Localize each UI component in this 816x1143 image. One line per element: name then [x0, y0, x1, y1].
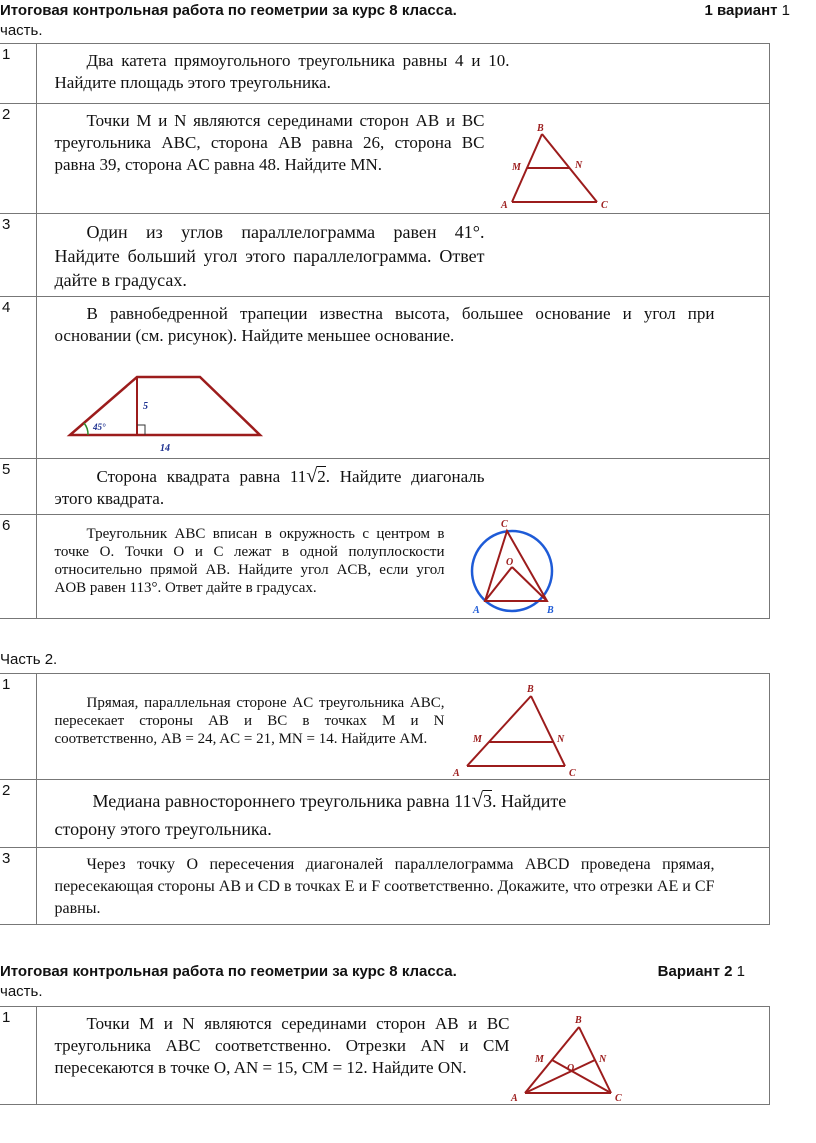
task-text: Точки M и N являются серединами сторон AB и BC треугольника ABC соответственно. Отрезки AN и CM пересекаются в точке O, AN = 15, CM = 12. Найдите ON.	[54, 1014, 510, 1077]
task-text: Два катета прямоугольного треугольника равны 4 и 10. Найдите площадь этого треугольника.	[54, 51, 510, 92]
label-a: A	[500, 200, 508, 211]
task-text: Точки M и N являются серединами сторон AB и BC треугольника ABC, сторона AB равна 26, сторона BC равна 39, сторона AC равна 48. Найдите MN.	[54, 111, 485, 174]
task-text: Один из углов параллелограмма равен 41°. Найдите больший угол этого параллелограмма. Ответ дайте в градусах.	[54, 222, 485, 290]
task-number: 5	[0, 459, 36, 515]
triangle-midline-figure	[497, 122, 617, 212]
task-row	[0, 515, 770, 619]
angle-arc	[84, 423, 88, 435]
task-row	[0, 44, 770, 104]
label-m: M	[472, 734, 482, 745]
task-row	[0, 780, 770, 848]
task-number: 4	[0, 297, 36, 459]
task-text: Медиана равностороннего треугольника равна 11√3. Найдите сторону этого треугольника.	[54, 788, 567, 839]
task-row	[0, 459, 770, 515]
circle	[472, 531, 552, 611]
task-number: 3	[0, 214, 36, 297]
label-height: 5	[142, 401, 148, 412]
part2-label: Часть 2.	[0, 651, 58, 668]
right-angle-mark	[137, 425, 145, 435]
label-base: 14	[159, 443, 170, 454]
label-a: A	[472, 605, 480, 616]
task-number: 3	[0, 848, 36, 925]
label-c: C	[614, 1093, 622, 1103]
side-bc	[531, 696, 565, 766]
task-text: Прямая, параллельная стороне AC треугольника ABC, пересекает стороны AB и BC в точках M и N соответственно, AB = 24, AC = 21, MN = 14. Найдите AM.	[54, 695, 445, 747]
variant1-subtitle: часть.	[0, 22, 43, 39]
variant1-label: 1 вариант 1	[704, 2, 790, 19]
label-b: B	[536, 123, 544, 134]
task-number: 2	[0, 780, 36, 848]
label-m: M	[511, 162, 521, 173]
task-number: 1	[0, 674, 36, 780]
label-n: N	[574, 160, 582, 171]
variant1-title: Итоговая контрольная работа по геометрии за курс 8 класса.	[0, 2, 457, 19]
variant2-subtitle: часть.	[0, 983, 43, 1000]
label-b: B	[526, 684, 534, 695]
inscribed-triangle-figure	[457, 519, 567, 619]
label-b: B	[574, 1015, 582, 1026]
task-row	[0, 104, 770, 214]
task-row	[0, 214, 770, 297]
task-text: В равнобедренной трапеции известна высота, большее основание и угол при основании (см. рисунок). Найдите меньшее основание.	[54, 304, 715, 345]
task-row	[0, 297, 770, 459]
task-row	[0, 1007, 770, 1105]
trapezoid-figure	[55, 367, 275, 459]
task-text: Треугольник ABC вписан в окружность с центром в точке O. Точки O и C лежат в одной полуплоскости относительно прямой AB. Найдите угол ACB, если угол AOB равен 113°. Ответ дайте в градусах.	[54, 526, 445, 596]
label-c: C	[600, 200, 608, 211]
task-number: 2	[0, 104, 36, 214]
radius-oa	[485, 567, 512, 601]
label-b: B	[546, 605, 554, 616]
task-text: Через точку O пересечения диагоналей параллелограмма ABCD проведена прямая, пересекающая стороны AB и CD в точках E и F соответственно. Докажите, что отрезки AE и CF равны.	[54, 856, 715, 917]
task-text: Сторона квадрата равна 11√2. Найдите диагональ этого квадрата.	[54, 465, 485, 508]
label-a: A	[510, 1093, 518, 1103]
variant1-part2-table	[0, 673, 770, 925]
radicand: 3	[483, 791, 493, 811]
triangle-medians-figure	[507, 1013, 637, 1103]
radicand: 2	[317, 467, 326, 486]
task-number: 6	[0, 515, 36, 619]
task-number: 1	[0, 1007, 36, 1105]
task-number: 1	[0, 44, 36, 104]
label-o: O	[505, 557, 513, 568]
task-row	[0, 848, 770, 925]
label-n: N	[556, 734, 564, 745]
triangle-parallel-figure	[447, 682, 607, 778]
side-ab	[467, 696, 531, 766]
label-o: O	[566, 1063, 574, 1074]
label-n: N	[598, 1054, 606, 1065]
variant2-label: Вариант 2 1	[657, 963, 745, 980]
label-m: M	[534, 1054, 544, 1065]
variant2-title: Итоговая контрольная работа по геометрии за курс 8 класса.	[0, 963, 457, 980]
variant1-part1-table	[0, 43, 770, 619]
variant2-part1-table	[0, 1006, 770, 1105]
label-angle: 45°	[92, 422, 106, 432]
label-a: A	[452, 768, 460, 778]
label-c: C	[568, 768, 576, 778]
task-row	[0, 674, 770, 780]
label-c: C	[500, 519, 508, 530]
